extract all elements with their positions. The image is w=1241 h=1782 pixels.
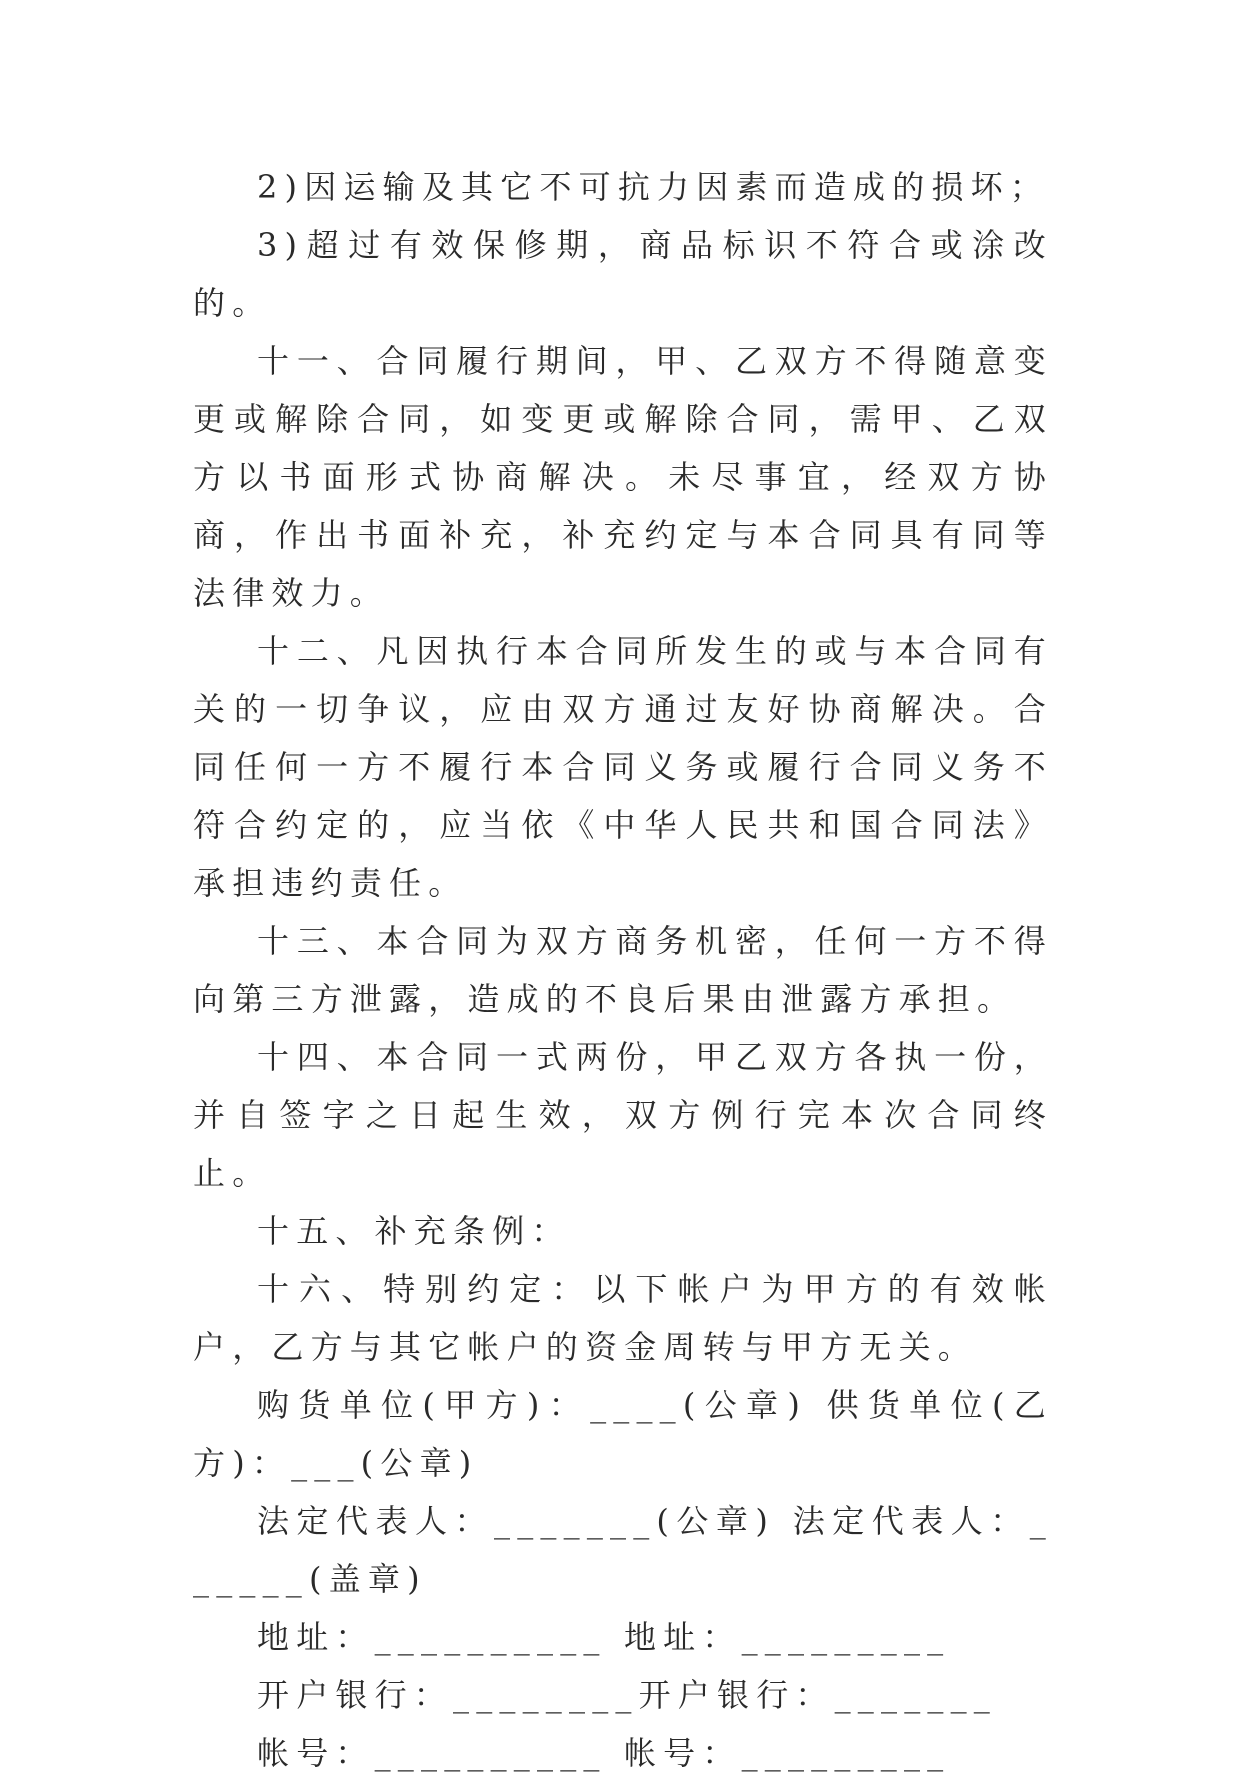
clause-16: 十六、特别约定：以下帐户为甲方的有效帐户，乙方与其它帐户的资金周转与甲方无关。 bbox=[193, 1270, 1053, 1366]
legal-representative-line: 法定代表人：_______(公章) 法定代表人：______(盖章) bbox=[193, 1502, 1053, 1598]
clause-12: 十二、凡因执行本合同所发生的或与本合同有关的一切争议，应由双方通过友好协商解决。合同任何一方不履行本合同义务或履行合同义务不符合约定的，应当依《中华人民共和国合同法》承担违约责任。 bbox=[193, 632, 1053, 902]
party-units-line: 购货单位(甲方)：____(公章) 供货单位(乙方)：___(公章) bbox=[193, 1386, 1053, 1482]
clause-item-2: 2)因运输及其它不可抗力因素而造成的损坏； bbox=[257, 168, 1050, 206]
bank-line: 开户银行：________开户银行：_______ bbox=[257, 1676, 998, 1714]
contract-body bbox=[193, 158, 1053, 1782]
clause-item-3: 3)超过有效保修期，商品标识不符合或涂改的。 bbox=[193, 226, 1053, 322]
account-line: 帐号：__________ 帐号：_________ bbox=[257, 1734, 951, 1772]
clause-11: 十一、合同履行期间，甲、乙双方不得随意变更或解除合同，如变更或解除合同，需甲、乙双方以书面形式协商解决。未尽事宜，经双方协商，作出书面补充，补充约定与本合同具有同等法律效力。 bbox=[193, 342, 1053, 612]
clause-15: 十五、补充条例： bbox=[257, 1212, 571, 1250]
address-line: 地址：__________ 地址：_________ bbox=[257, 1618, 951, 1656]
clause-14: 十四、本合同一式两份，甲乙双方各执一份，并自签字之日起生效，双方例行完本次合同终止。 bbox=[193, 1038, 1053, 1192]
clause-13: 十三、本合同为双方商务机密，任何一方不得向第三方泄露，造成的不良后果由泄露方承担。 bbox=[193, 922, 1053, 1018]
